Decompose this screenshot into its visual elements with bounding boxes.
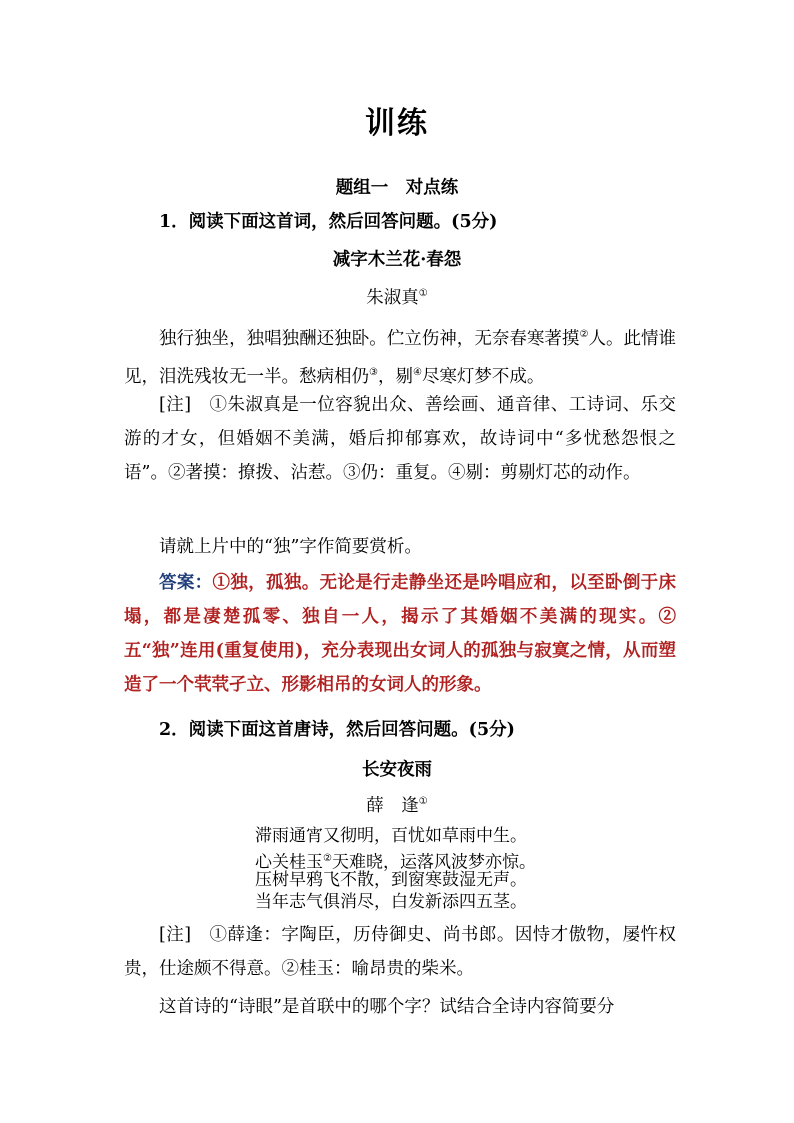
- answer-label: 答案：: [159, 573, 213, 593]
- poem-1-text-part: ，剔: [377, 366, 413, 387]
- poem-2-author-name: 薛 逢: [366, 796, 419, 816]
- footnote-mark: ③: [369, 366, 378, 378]
- poem-2-title: 长安夜雨: [362, 760, 432, 780]
- poem-1-text-part: 独行独坐，独唱独酬还独卧。伫立伤神，无奈春寒著摸: [159, 328, 580, 349]
- poem-2-line-1: 滞雨通宵又彻明，百忧如草雨中生。: [255, 826, 527, 846]
- question-2-stem: 2．阅读下面这首唐诗，然后回答问题。(5分): [159, 720, 515, 740]
- page-title: 训练: [365, 106, 429, 141]
- poem-1-author-name: 朱淑真: [366, 288, 419, 308]
- poem-1-text-part: 尽寒灯梦不成。: [421, 366, 545, 387]
- poem-2-line-3: 压树早鸦飞不散，到窗寒鼓湿无声。: [255, 870, 527, 890]
- answer-1: [124, 566, 676, 702]
- group-title: 题组一 对点练: [335, 178, 459, 198]
- poem-2-author: [0, 792, 794, 817]
- author-footnote-mark: ①: [418, 288, 428, 300]
- poem-1-note: [注] ①朱淑真是一位容貌出众、善绘画、通音律、工诗词、乐交游的才女，但婚姻不美满，婚后抑郁寡欢，故诗词中“多忧愁怨恨之语”。②著摸：撩拨、沾惹。③仍：重复。④剔：剪剔灯芯的动作。: [124, 395, 676, 483]
- poem-1-title: 减字木兰花·春怨: [332, 250, 462, 270]
- question-1-stem: 1．阅读下面这首词，然后回答问题。(5分): [159, 212, 498, 232]
- poem-2-note: [注] ①薛逢：字陶臣，历侍御史、尚书郎。因恃才傲物，屡忤权贵，仕途颇不得意。②桂玉：喻昂贵的柴米。: [124, 925, 676, 979]
- answer-1-text: ①独，孤独。无论是行走静坐还是吟唱应和，以至卧倒于床塌，都是凄楚孤零、独自一人，揭示了其婚姻不美满的现实。②五“独”连用(重复使用)，充分表现出女词人的孤独与寂寞之情，从而塑造了一个茕茕孑立、形影相吊的女词人的形象。: [124, 573, 677, 695]
- poem-2-line-2-part: 天难晓，运落风波梦亦惊。: [331, 852, 536, 873]
- author-footnote-mark: ①: [418, 796, 428, 808]
- poem-2-line-4: 当年志气俱消尽，白发新添四五茎。: [255, 892, 527, 912]
- footnote-mark: ②: [579, 329, 589, 340]
- question-2-prompt: 这首诗的“诗眼”是首联中的哪个字？试结合全诗内容简要分: [159, 997, 615, 1017]
- footnote-mark: ②: [323, 853, 332, 864]
- poem-1-text-part: 人。此情谁见，泪洗残妆无一半。愁病相仍: [124, 328, 677, 387]
- poem-2-line-2-part: 心关桂玉: [255, 852, 323, 873]
- poem-1-author: [0, 284, 794, 309]
- poem-1-text: [124, 318, 676, 394]
- question-1-prompt: 请就上片中的“独”字作简要赏析。: [159, 537, 422, 557]
- footnote-mark: ④: [412, 366, 422, 378]
